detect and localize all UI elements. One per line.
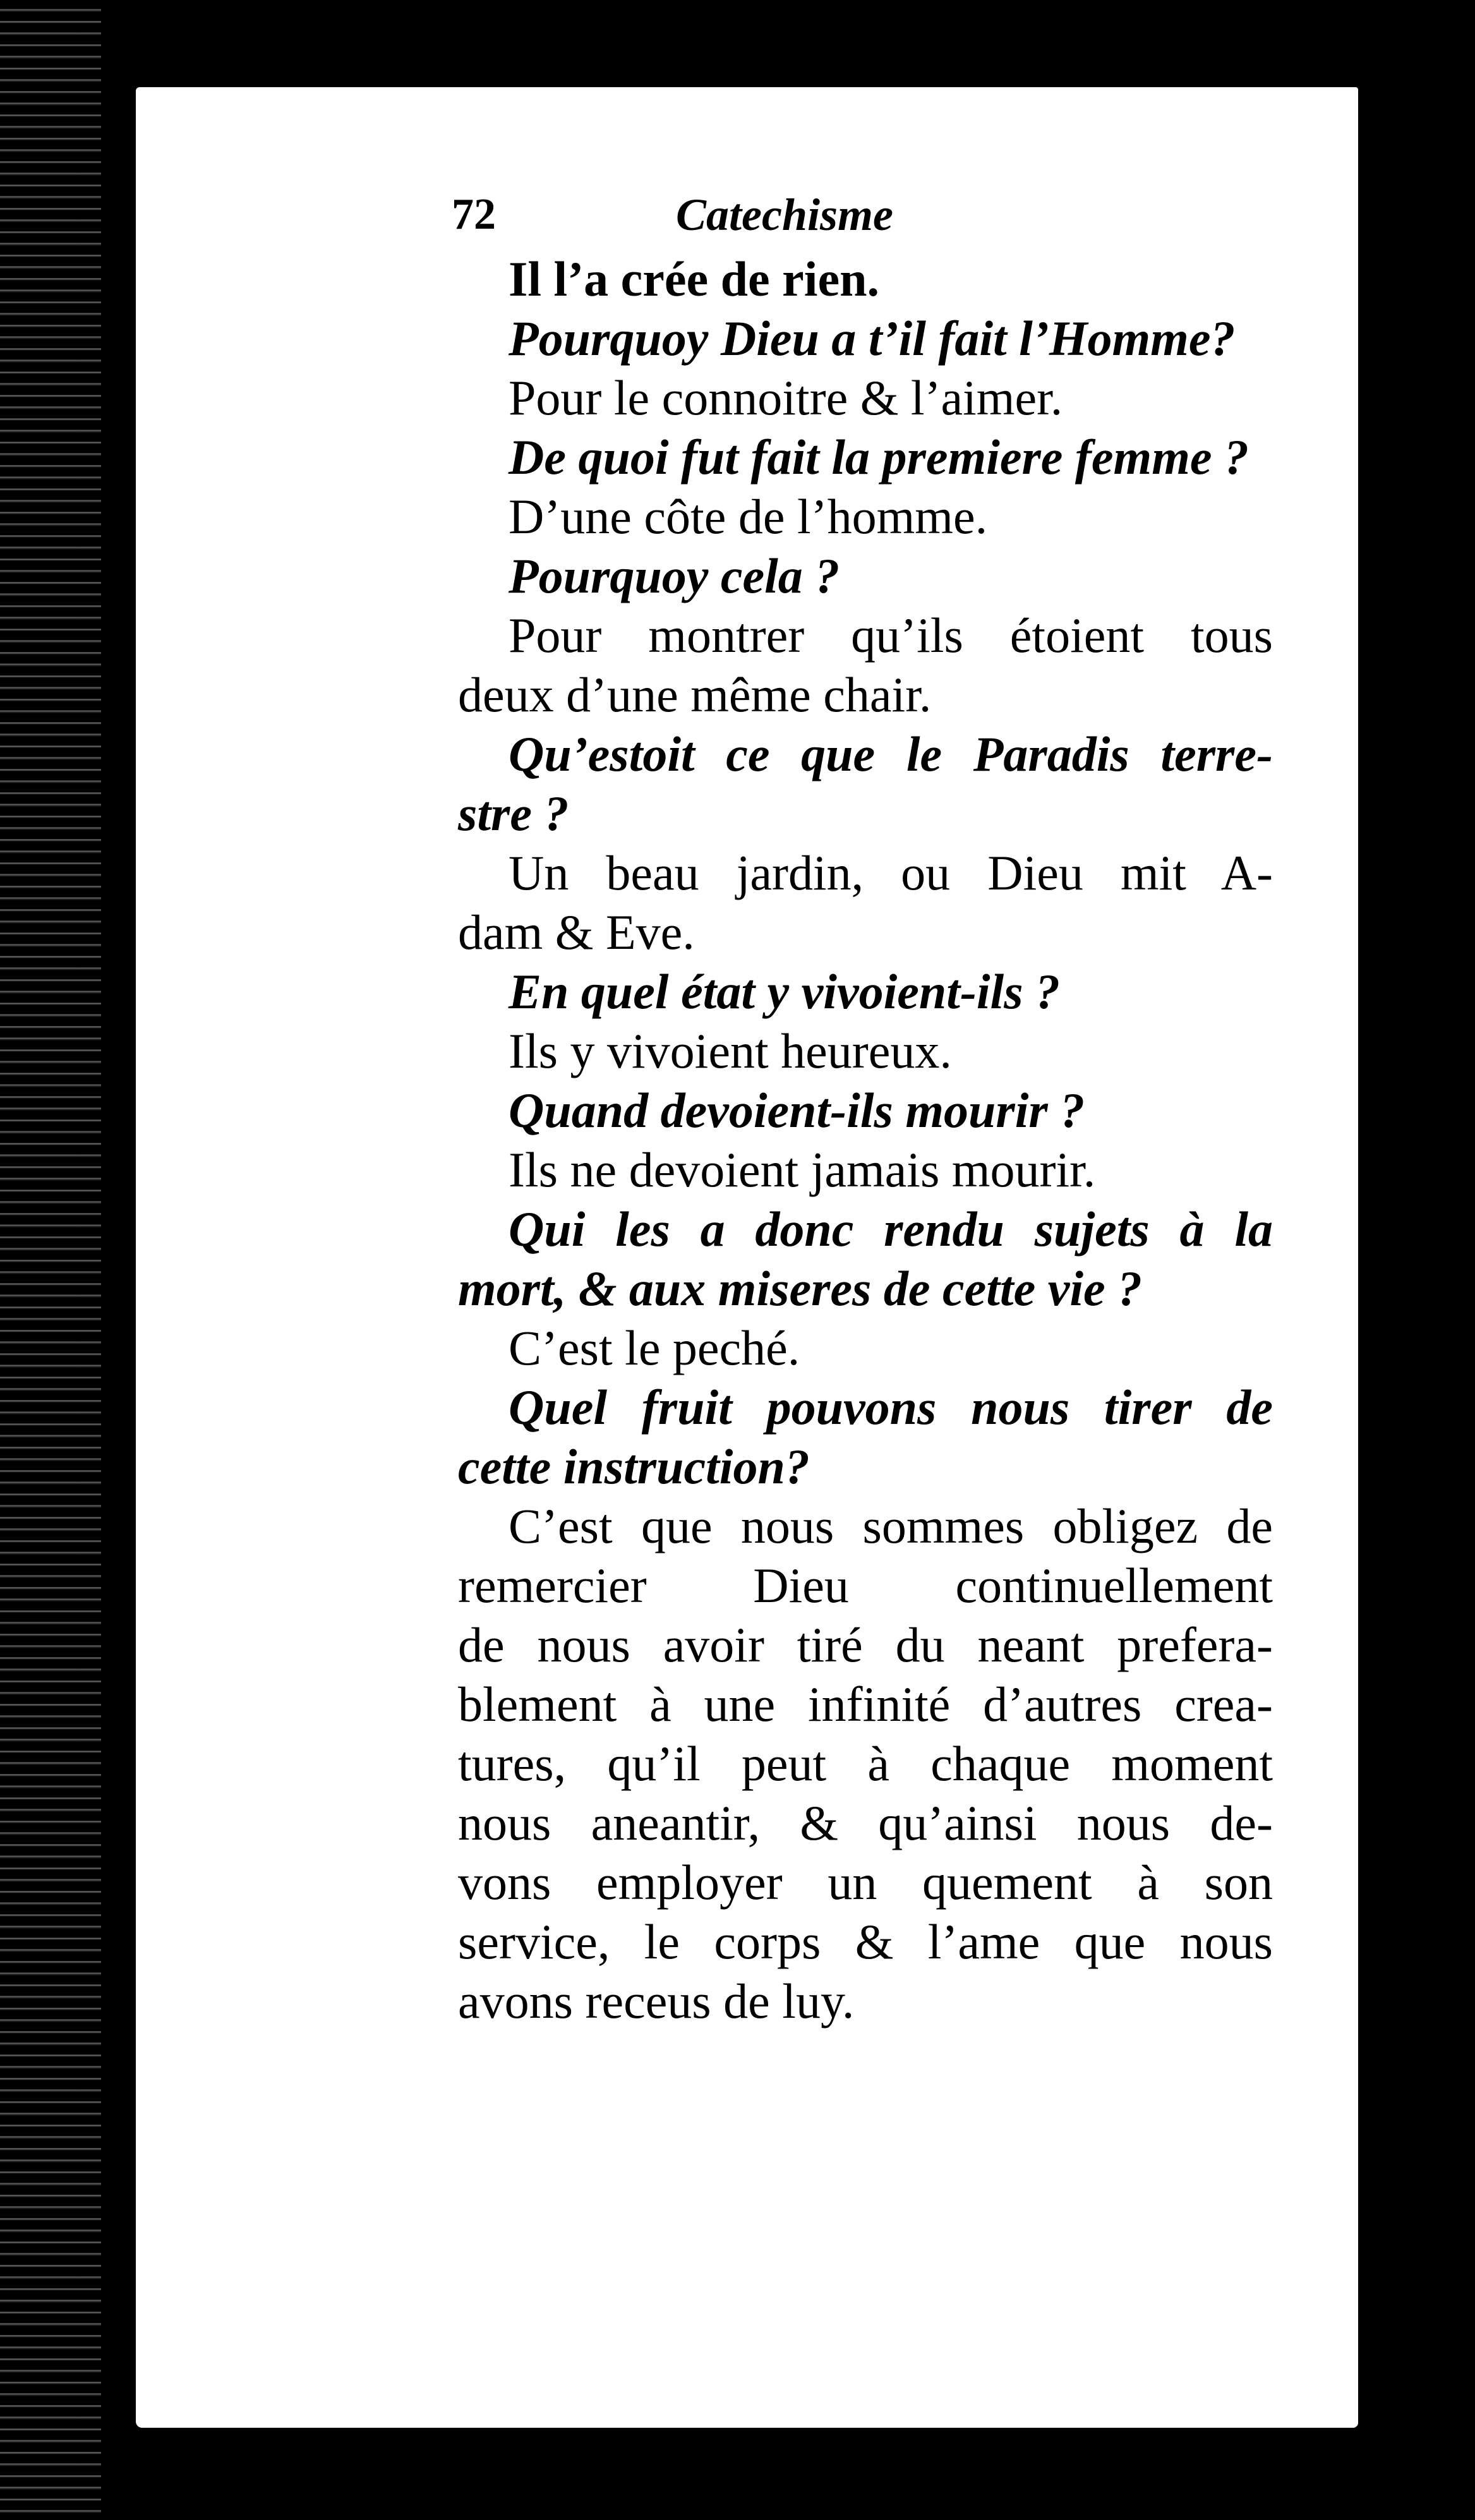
page-number: 72 [452, 190, 496, 239]
text-line: stre ? [458, 786, 569, 841]
text-line: Qui les a donc rendu sujets à la [509, 1202, 1273, 1257]
text-line: nous aneantir, & qu’ainsi nous de- [458, 1795, 1273, 1850]
text-line: Qu’estoit ce que le Paradis terre- [509, 726, 1273, 781]
text-line: Un beau jardin, ou Dieu mit A- [509, 845, 1273, 900]
text-line: dam & Eve. [458, 905, 695, 960]
text-line: Il l’a crée de rien. [509, 251, 879, 306]
text-line: avons receus de luy. [458, 1974, 855, 2029]
text-line: tures, qu’il peut à chaque moment [458, 1736, 1273, 1791]
text-line: D’une côte de l’homme. [509, 489, 988, 544]
question-word: Pourquoy cela ? [509, 548, 840, 603]
text-line: Quel fruit pouvons nous tirer de [509, 1380, 1273, 1435]
text-line: En quel état y vivoient-ils ? [509, 964, 1061, 1019]
text-line [458, 546, 1273, 606]
text-line: remercier Dieu continuellement [458, 1558, 1273, 1613]
text-line: Quand devoient-ils mourir ? [509, 1083, 1085, 1138]
text-line: De quoi fut fait la premiere femme ? [509, 430, 1249, 485]
running-title: Catechisme [676, 190, 893, 240]
book-spine-edge [0, 0, 101, 2520]
page-header [452, 177, 989, 253]
text-line: Pour le connoitre & l’aimer. [509, 370, 1063, 425]
text-line: mort, & aux miseres de cette vie ? [458, 1261, 1143, 1316]
text-line: C’est que nous sommes obligez de [509, 1498, 1273, 1553]
text-line: vons employer un quement à son [458, 1855, 1273, 1910]
text-line: service, le corps & l’ame que nous [458, 1914, 1273, 1969]
text-line: blement à une infinité d’autres crea- [458, 1677, 1273, 1732]
text-line: de nous avoir tiré du neant prefera- [458, 1617, 1273, 1672]
text-line: C’est le peché. [509, 1320, 800, 1375]
text-line: cette instruction? [458, 1439, 810, 1494]
text-line: Ils y vivoient heureux. [509, 1023, 952, 1078]
page-body [458, 250, 1273, 2031]
text-line: deux d’une même chair. [458, 667, 932, 722]
text-line: Pour montrer qu’ils étoient tous [509, 608, 1273, 663]
text-line: Ils ne devoient jamais mourir. [509, 1142, 1096, 1197]
text-line: Pourquoy Dieu a t’il fait l’Homme? [509, 311, 1236, 366]
